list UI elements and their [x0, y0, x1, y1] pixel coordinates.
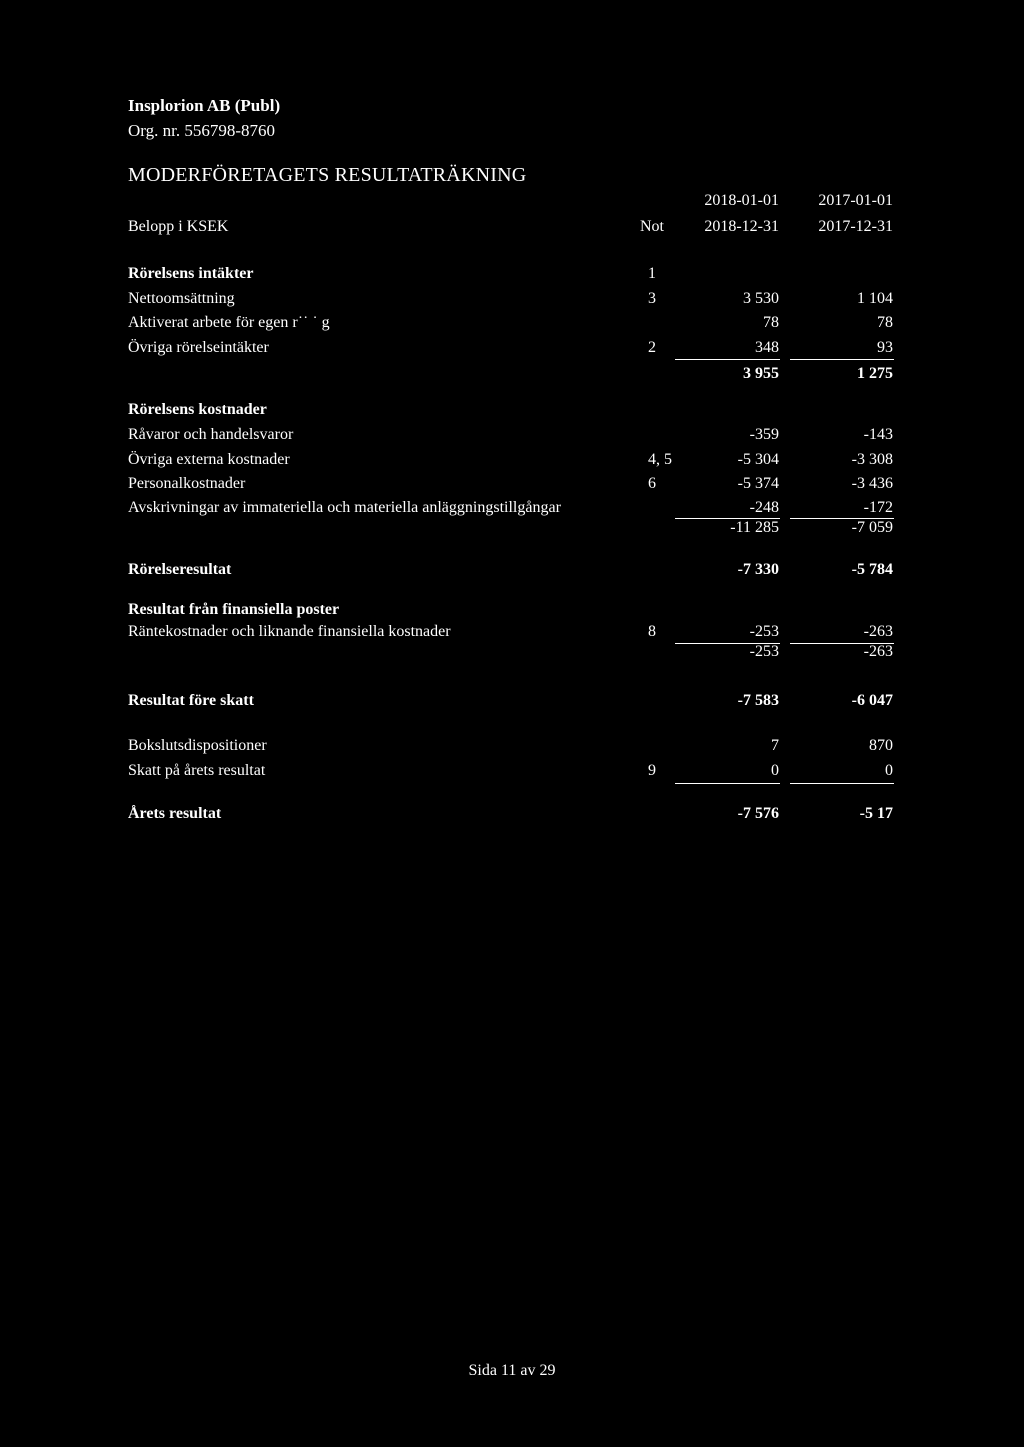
- value-2018: -359: [749, 426, 779, 443]
- value-2018: 0: [771, 762, 779, 779]
- row-label: Avskrivningar av immateriella och materiella anläggningstillgångar: [128, 499, 561, 516]
- row-label: Aktiverat arbete för egen r˙˙ ˙ g: [128, 314, 330, 331]
- subtotal-rule: [790, 783, 894, 784]
- value-2018: -248: [749, 499, 779, 516]
- row-label: Personalkostnader: [128, 475, 246, 492]
- subtotal-rule: [675, 783, 780, 784]
- subtotal-rule: [675, 359, 780, 360]
- value-2017: -263: [863, 623, 893, 640]
- period1-to: 2018-12-31: [704, 218, 779, 235]
- value-2018: -7 576: [737, 805, 779, 822]
- subtotal-2017: -7 059: [851, 519, 893, 536]
- value-2018: 3 530: [743, 290, 779, 307]
- row-label: Bokslutsdispositioner: [128, 737, 267, 754]
- period2-to: 2017-12-31: [818, 218, 893, 235]
- subtotal-2017: -263: [863, 643, 893, 660]
- operating-result-label: Rörelseresultat: [128, 561, 232, 578]
- value-2017: 93: [877, 339, 893, 356]
- value-2018: -253: [749, 623, 779, 640]
- row-label: Räntekostnader och liknande finansiella kostnader: [128, 623, 451, 640]
- amount-unit-label: Belopp i KSEK: [128, 218, 229, 235]
- subtotal-2017: 1 275: [857, 365, 893, 382]
- value-2017: -3 308: [851, 451, 893, 468]
- result-before-tax-label: Resultat före skatt: [128, 692, 254, 709]
- value-2017: 870: [869, 737, 893, 754]
- value-2017: -5 784: [851, 561, 893, 578]
- note-ref: 3: [648, 290, 656, 307]
- row-label: Råvaror och handelsvaror: [128, 426, 294, 443]
- value-2017: -6 047: [851, 692, 893, 709]
- page-number: Sida 11 av 29: [468, 1362, 556, 1379]
- row-label: Skatt på årets resultat: [128, 762, 266, 779]
- period2-from: 2017-01-01: [818, 192, 893, 209]
- note-ref: 8: [648, 623, 656, 640]
- value-2017: -172: [863, 499, 893, 516]
- subtotal-2018: -253: [749, 643, 779, 660]
- value-2018: 7: [771, 737, 779, 754]
- value-2018: -7 330: [737, 561, 779, 578]
- value-2018: -7 583: [737, 692, 779, 709]
- section-operating-costs: Rörelsens kostnader: [128, 401, 267, 418]
- value-2017: -3 436: [851, 475, 893, 492]
- note-header: Not: [640, 218, 664, 235]
- note-ref: 2: [648, 339, 656, 356]
- value-2018: -5 304: [737, 451, 779, 468]
- subtotal-2018: -11 285: [730, 519, 779, 536]
- company-name: Insplorion AB (Publ): [128, 96, 281, 115]
- value-2017: 0: [885, 762, 893, 779]
- org-number: Org. nr. 556798-8760: [128, 121, 276, 140]
- subtotal-rule: [790, 359, 894, 360]
- subtotal-2018: 3 955: [743, 365, 779, 382]
- value-2017: -143: [863, 426, 893, 443]
- value-2018: 78: [763, 314, 779, 331]
- value-2017: 1 104: [857, 290, 893, 307]
- value-2017: -5 17: [859, 805, 893, 822]
- section-operating-income: Rörelsens intäkter: [128, 265, 254, 282]
- note-ref: 6: [648, 475, 656, 492]
- value-2017: 78: [877, 314, 893, 331]
- row-label: Övriga externa kostnader: [128, 451, 290, 468]
- value-2018: 348: [755, 339, 779, 356]
- net-result-label: Årets resultat: [128, 805, 222, 822]
- statement-title: MODERFÖRETAGETS RESULTATRÄKNING: [128, 164, 527, 186]
- note-ref: 1: [648, 265, 656, 282]
- value-2018: -5 374: [737, 475, 779, 492]
- row-label: Övriga rörelseintäkter: [128, 339, 269, 356]
- note-ref: 4, 5: [648, 451, 672, 468]
- period1-from: 2018-01-01: [704, 192, 779, 209]
- row-label: Nettoomsättning: [128, 290, 235, 307]
- note-ref: 9: [648, 762, 656, 779]
- section-financial-items: Resultat från finansiella poster: [128, 601, 340, 618]
